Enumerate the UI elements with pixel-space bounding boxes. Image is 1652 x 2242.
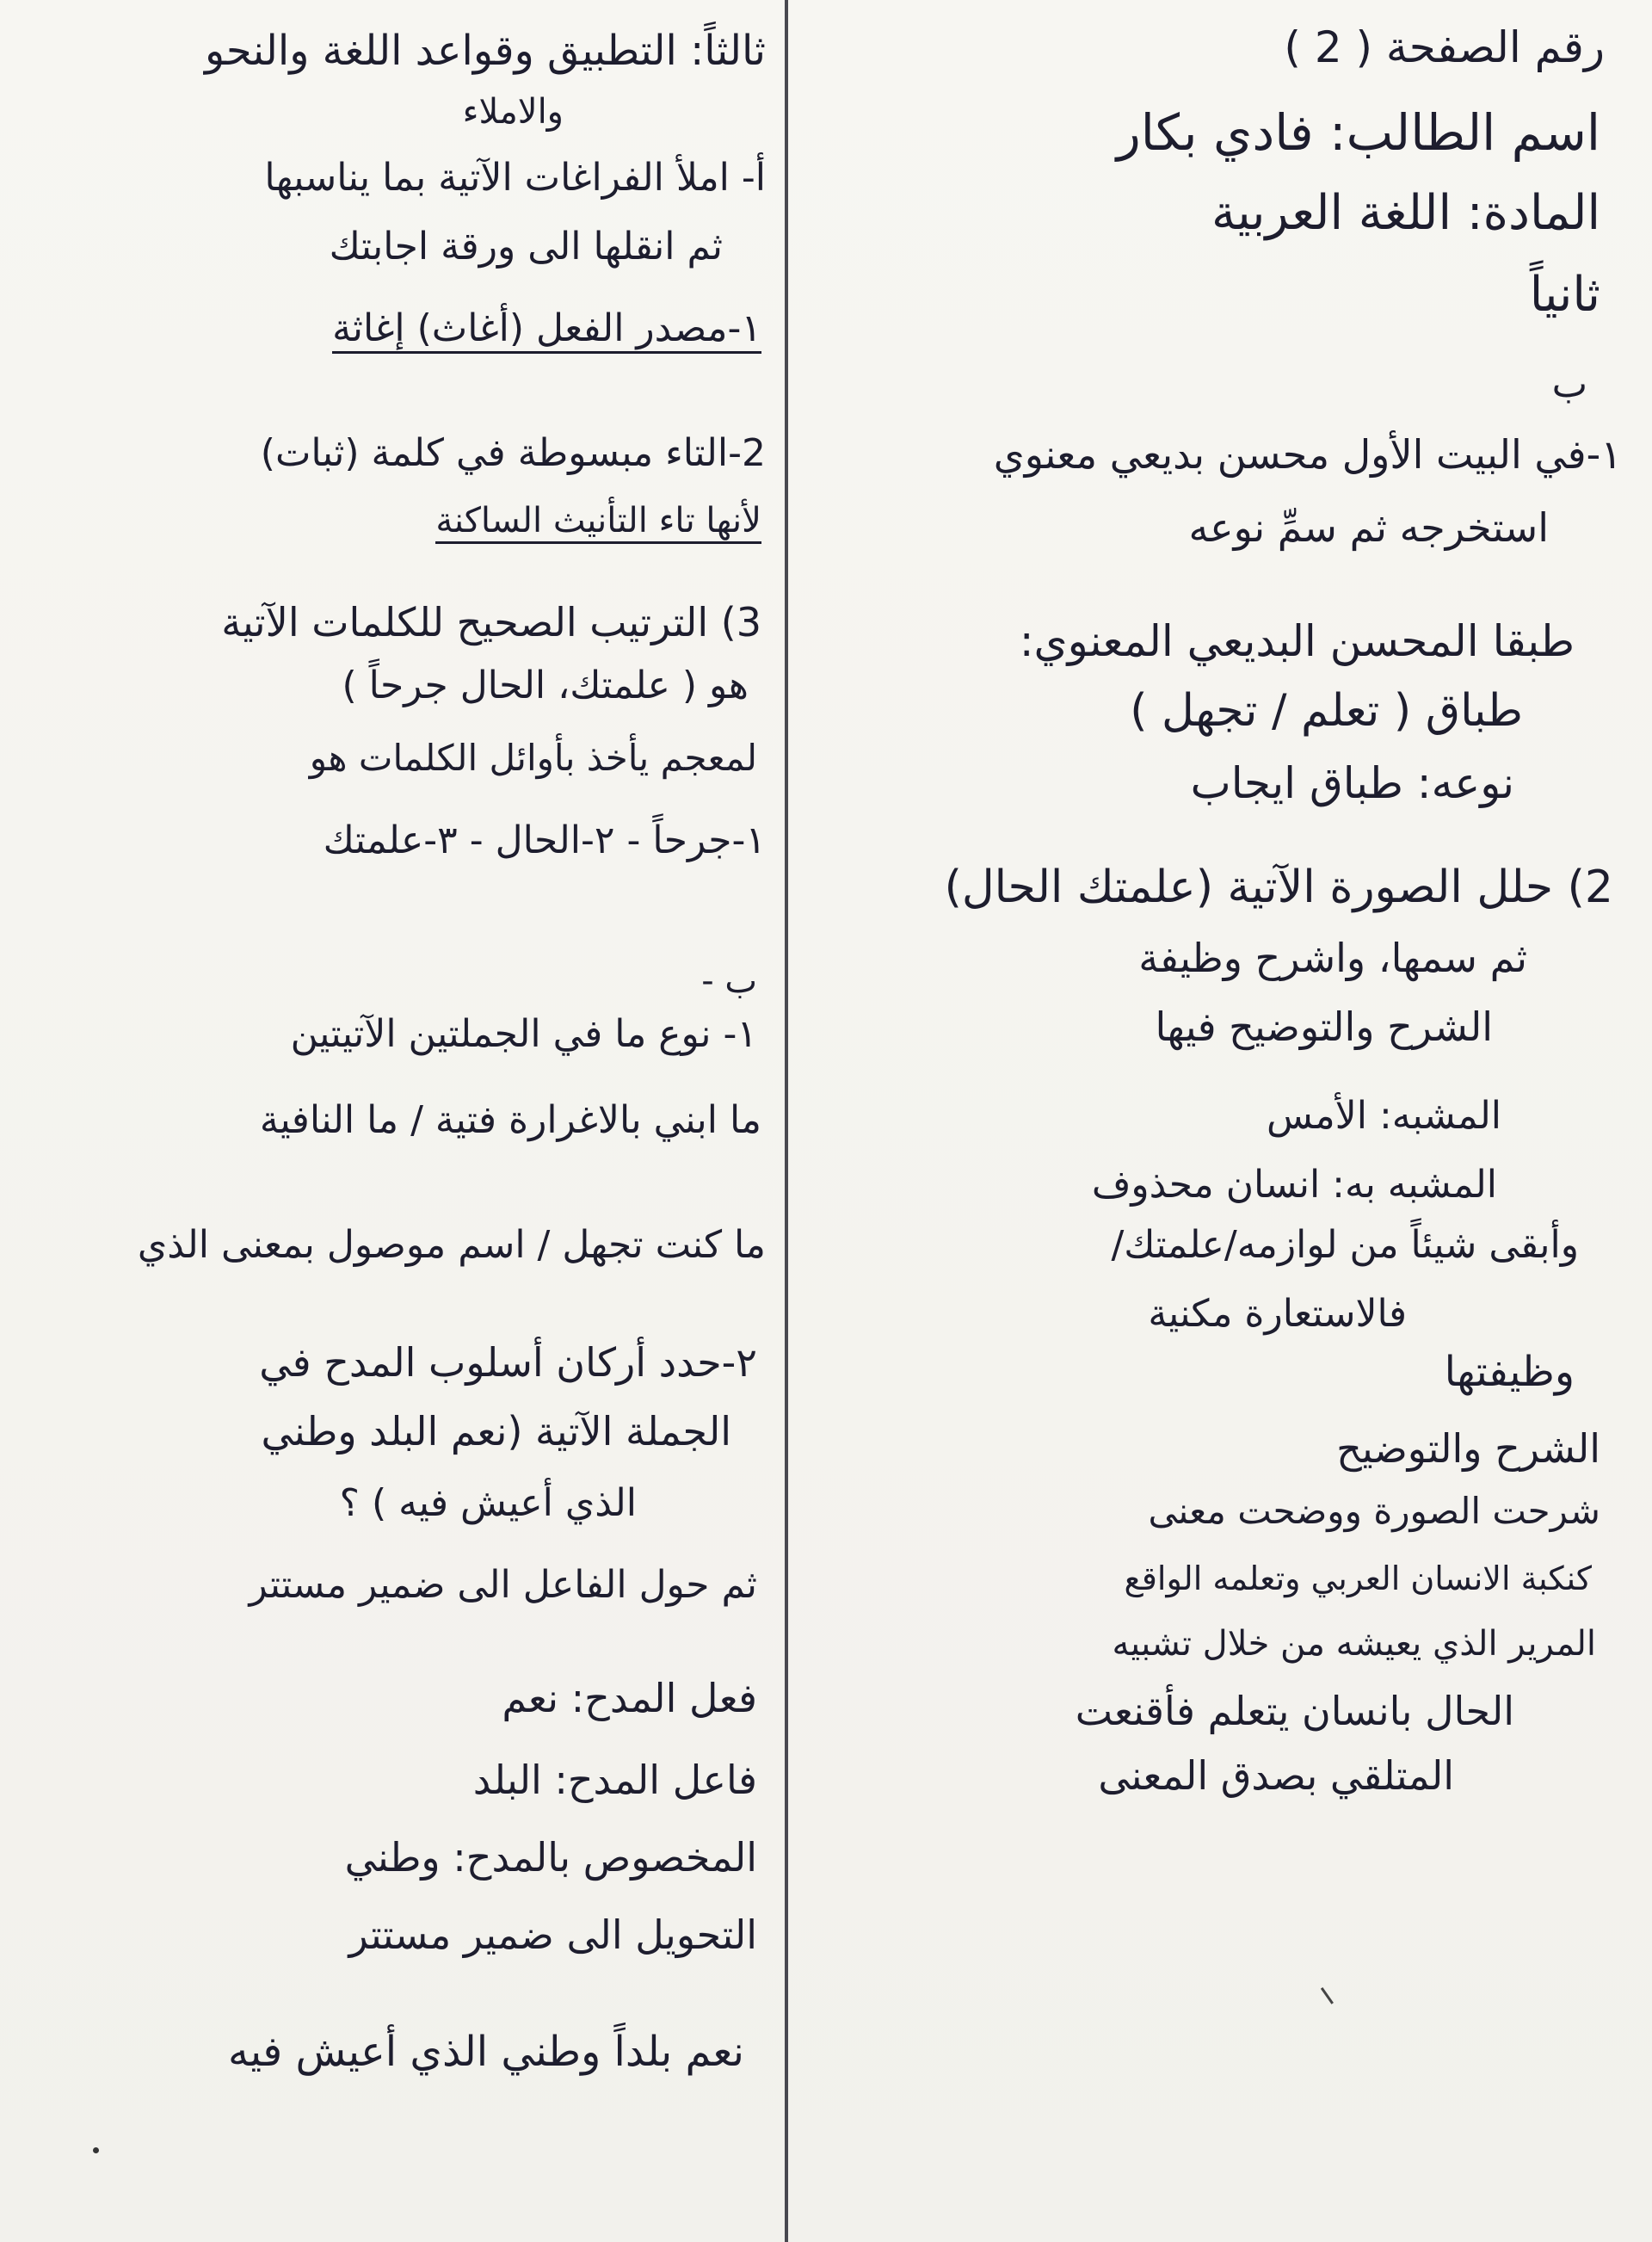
a2-line9: المرير الذي يعيشه من خلال تشبيه bbox=[1112, 1624, 1596, 1664]
a2-line7: شرحت الصورة ووضحت معنى bbox=[1148, 1490, 1600, 1532]
b-question-2-line2: الجملة الآتية (نعم البلد وطني bbox=[261, 1408, 731, 1455]
qa-line1: أ- املأ الفراغات الآتية بما يناسبها bbox=[264, 156, 766, 200]
b-answer-2: ما كنت تجهل / اسم موصول بمعنى الذي bbox=[137, 1223, 766, 1267]
answer-item-3-line1: 3) الترتيب الصحيح للكلمات الآتية bbox=[221, 599, 761, 645]
b-answer-1: ما ابني بالاغرارة فتية / ما النافية bbox=[259, 1098, 761, 1142]
q2-line3: الشرح والتوضيح فيها bbox=[1155, 1004, 1493, 1050]
b-answer-5: المخصوص بالمدح: وطني bbox=[344, 1834, 757, 1881]
sub-b-label: ب - bbox=[701, 961, 757, 1001]
a2-line3: وأبقى شيئاً من لوازمه/علمتك/ bbox=[1111, 1223, 1579, 1267]
b-question-2-line3: الذي أعيش فيه ) ؟ bbox=[339, 1481, 637, 1525]
b-answer-3: فعل المدح: نعم bbox=[502, 1675, 757, 1721]
q1-line2: استخرجه ثم سمِّ نوعه bbox=[1188, 504, 1549, 551]
b-question-2-line1: ٢-حدد أركان أسلوب المدح في bbox=[259, 1339, 757, 1386]
answer-item-3-line2: هو ( علمتك، الحال جرحاً ) bbox=[342, 664, 749, 707]
left-heading-line2: والاملاء bbox=[462, 92, 564, 132]
b-answer-4: فاعل المدح: البلد bbox=[472, 1757, 757, 1803]
answer-item-3-line4: ١-جرحاً - ٢-الحال - ٣-علمتك bbox=[323, 818, 766, 862]
b-question-2-line4: ثم حول الفاعل الى ضمير مستتر bbox=[249, 1563, 757, 1607]
a2-line4: فالاستعارة مكنية bbox=[1148, 1292, 1407, 1336]
left-heading-line1: ثالثاً: التطبيق وقواعد اللغة والنحو bbox=[205, 27, 766, 75]
answer-item-3-line3: لمعجم يأخذ بأوائل الكلمات هو bbox=[309, 737, 757, 779]
a1-line2: طباق ( تعلم / تجهل ) bbox=[1130, 685, 1523, 737]
ink-mark bbox=[1321, 1982, 1341, 2004]
student-name: اسم الطالب: فادي بكار bbox=[1116, 103, 1600, 162]
a2-line5: وظيفتها bbox=[1444, 1348, 1575, 1396]
ink-dot bbox=[93, 2147, 99, 2153]
answer-item-1: ١-مصدر الفعل (أغاث) إغاثة bbox=[332, 310, 761, 354]
a2-line2: المشبه به: انسان محذوف bbox=[1091, 1163, 1497, 1207]
qa-line2: ثم انقلها الى ورقة اجابتك bbox=[329, 225, 723, 269]
a2-line11: المتلقي بصدق المعنى bbox=[1098, 1752, 1454, 1799]
b-answer-7: نعم بلداً وطني الذي أعيش فيه bbox=[228, 2028, 744, 2076]
answer-item-2-line2: لأنها تاء التأنيث الساكنة bbox=[435, 503, 761, 544]
column-divider bbox=[785, 0, 788, 2242]
subject-line: المادة: اللغة العربية bbox=[1211, 185, 1600, 241]
a2-line6: الشرح والتوضيح bbox=[1336, 1425, 1600, 1472]
a2-line8: كنكبة الانسان العربي وتعلمه الواقع bbox=[1124, 1560, 1592, 1597]
a1-line3: نوعه: طباق ايجاب bbox=[1190, 758, 1514, 808]
page-number-label: رقم الصفحة ( 2 ) bbox=[1284, 22, 1605, 72]
sub-label: ب bbox=[1551, 362, 1587, 406]
q2-line2: ثم سمها، واشرح وظيفة bbox=[1138, 935, 1527, 981]
a1-line1: طبقا المحسن البديعي المعنوي: bbox=[1019, 616, 1575, 666]
b-question-1: ١- نوع ما في الجملتين الآتيتين bbox=[290, 1012, 757, 1056]
b-answer-6: التحويل الى ضمير مستتر bbox=[348, 1912, 757, 1958]
a2-line10: الحال بانسان يتعلم فأقنعت bbox=[1075, 1688, 1514, 1734]
a2-line1: المشبه: الأمس bbox=[1267, 1094, 1501, 1138]
answer-item-2-line1: 2-التاء مبسوطة في كلمة (ثبات) bbox=[260, 431, 766, 475]
q2-line1: 2) حلل الصورة الآتية (علمتك الحال) bbox=[944, 862, 1613, 913]
section-label: ثانياً bbox=[1529, 267, 1600, 323]
q1-line1: ١-في البيت الأول محسن بديعي معنوي bbox=[993, 431, 1622, 478]
